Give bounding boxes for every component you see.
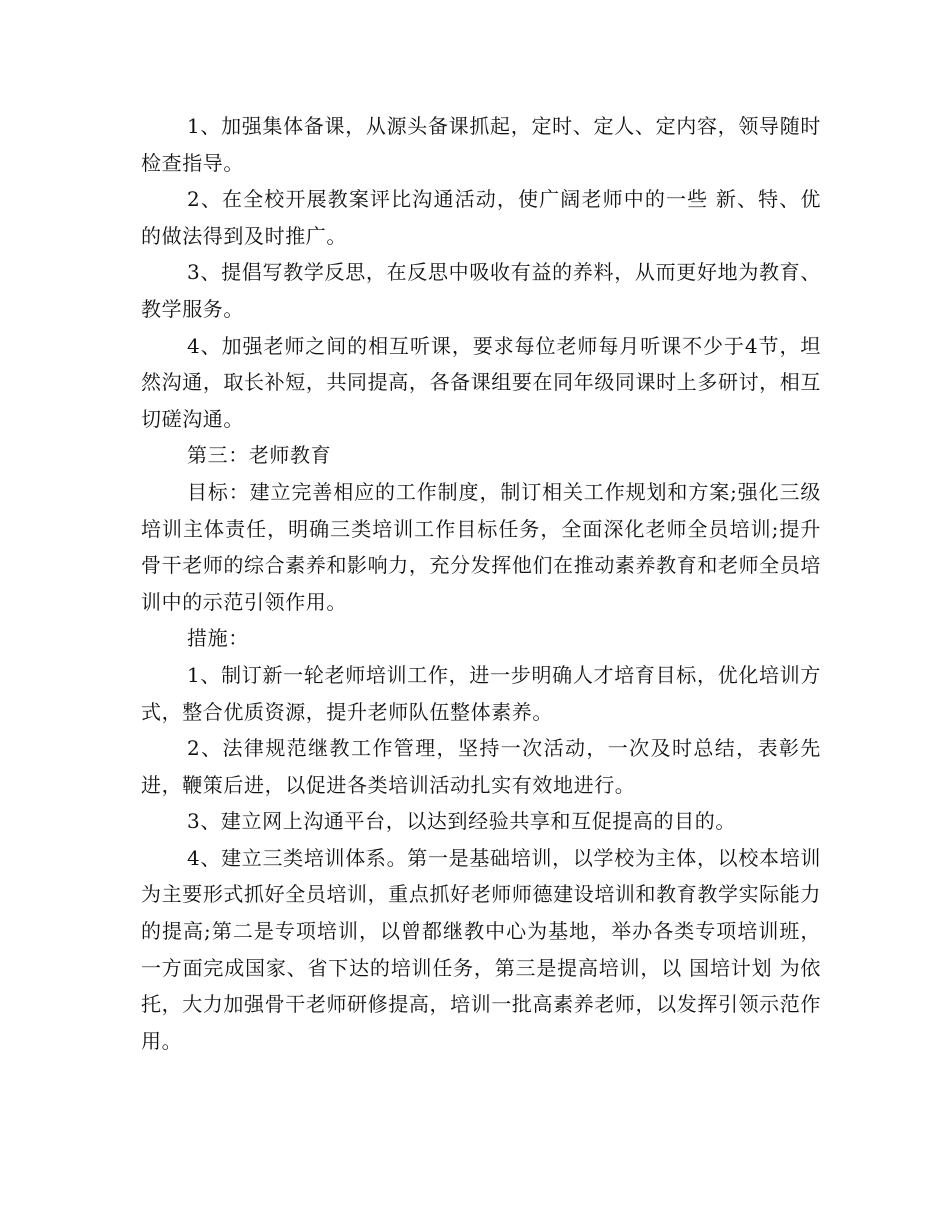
document-body	[141, 108, 821, 1059]
measure-item-3: 3、建立网上沟通平台，以达到经验共享和互促提高的目的。	[187, 809, 736, 834]
measures-label: 措施：	[187, 626, 249, 651]
objective-paragraph: 目标：建立完善相应的工作制度，制订相关工作规划和方案;强化三级培训主体责任，明确三类培训工作目标任务，全面深化老师全员培训;提升骨干老师的综合素养和影响力，充分发挥他们在推动素养教育和老师全员培训中的示范引领作用。	[141, 479, 821, 614]
section-heading: 第三：老师教育	[187, 443, 332, 468]
measure-item-4: 4、建立三类培训体系。第一是基础培训，以学校为主体，以校本培训为主要形式抓好全员培训，重点抓好老师师德建设培训和教育教学实际能力的提高;第二是专项培训，以曾都继教中心为基地，举办各类专项培训班，一方面完成国家、省下达的培训任务，第三是提高培训，以 国培计划 为依托，大力加强骨干老师研修提高，培训一批高素养老师，以发挥引领示范作用。	[141, 845, 821, 1053]
paragraph-item-2: 2、在全校开展教案评比沟通活动，使广阔老师中的一些 新、特、优 的做法得到及时推广。	[141, 187, 821, 248]
paragraph-item-1: 1、加强集体备课，从源头备课抓起，定时、定人、定内容，领导随时检查指导。	[141, 114, 821, 175]
paragraph-item-4: 4、加强老师之间的相互听课，要求每位老师每月听课不少于4节，坦然沟通，取长补短，共同提高，各备课组要在同年级同课时上多研讨，相互切磋沟通。	[141, 333, 821, 431]
measure-item-1: 1、制订新一轮老师培训工作，进一步明确人才培育目标，优化培训方式，整合优质资源，提升老师队伍整体素养。	[141, 662, 821, 724]
paragraph-item-3: 3、提倡写教学反思，在反思中吸收有益的养料，从而更好地为教育、教学服务。	[141, 260, 821, 321]
measure-item-2: 2、法律规范继教工作管理，坚持一次活动，一次及时总结，表彰先进，鞭策后进，以促进各类培训活动扎实有效地进行。	[141, 736, 821, 797]
